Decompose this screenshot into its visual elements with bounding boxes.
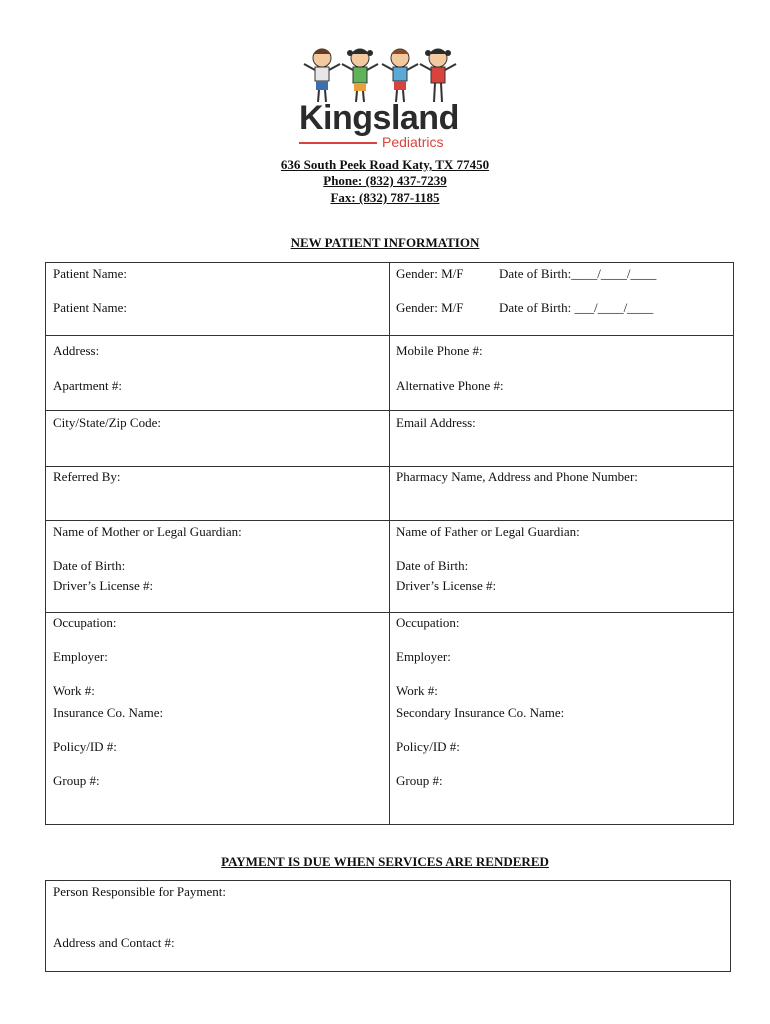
insurance-policy-field[interactable]: Policy/ID #: <box>53 739 117 754</box>
secondary-insurance-group-field[interactable]: Group #: <box>396 773 443 788</box>
logo-name: Kingsland <box>299 99 459 137</box>
mother-occupation-field[interactable]: Occupation: <box>53 615 117 630</box>
payment-address-contact-field[interactable]: Address and Contact #: <box>53 935 175 950</box>
logo-divider <box>299 142 377 144</box>
secondary-insurance-policy-field[interactable]: Policy/ID #: <box>396 739 460 754</box>
mother-license-field[interactable]: Driver’s License #: <box>53 578 154 593</box>
mother-dob-field[interactable]: Date of Birth: <box>53 558 126 573</box>
row-divider <box>45 335 734 336</box>
father-employer-field[interactable]: Employer: <box>396 649 451 664</box>
row-divider <box>45 466 734 467</box>
payment-responsible-field[interactable]: Person Responsible for Payment: <box>53 884 226 899</box>
patient-info-title: NEW PATIENT INFORMATION <box>290 235 480 250</box>
father-work-field[interactable]: Work #: <box>396 683 438 698</box>
address-field[interactable]: Address: <box>53 343 100 358</box>
column-divider <box>389 262 390 825</box>
mother-name-field[interactable]: Name of Mother or Legal Guardian: <box>53 524 242 539</box>
row-divider <box>45 612 734 613</box>
clinic-phone: Phone: (832) 437-7239 <box>323 173 447 188</box>
payment-title: PAYMENT IS DUE WHEN SERVICES ARE RENDERED <box>221 854 549 869</box>
referred-by-field[interactable]: Referred By: <box>53 469 121 484</box>
father-occupation-field[interactable]: Occupation: <box>396 615 460 630</box>
father-name-field[interactable]: Name of Father or Legal Guardian: <box>396 524 580 539</box>
email-field[interactable]: Email Address: <box>396 415 476 430</box>
city-state-zip-field[interactable]: City/State/Zip Code: <box>53 415 161 430</box>
insurance-group-field[interactable]: Group #: <box>53 773 100 788</box>
insurance-company-field[interactable]: Insurance Co. Name: <box>53 705 164 720</box>
clinic-address: 636 South Peek Road Katy, TX 77450 <box>280 157 490 172</box>
father-license-field[interactable]: Driver’s License #: <box>396 578 497 593</box>
patient2-gender-field[interactable]: Gender: M/F <box>396 300 464 315</box>
patient1-name-field[interactable]: Patient Name: <box>53 266 128 281</box>
mother-work-field[interactable]: Work #: <box>53 683 95 698</box>
patient1-dob-field[interactable]: Date of Birth:____/____/____ <box>499 266 657 281</box>
row-divider <box>45 520 734 521</box>
pharmacy-field[interactable]: Pharmacy Name, Address and Phone Number: <box>396 469 638 484</box>
patient2-dob-field[interactable]: Date of Birth: ___/____/____ <box>499 300 654 315</box>
clinic-fax: Fax: (832) 787-1185 <box>330 190 440 205</box>
secondary-insurance-company-field[interactable]: Secondary Insurance Co. Name: <box>396 705 565 720</box>
mother-employer-field[interactable]: Employer: <box>53 649 108 664</box>
father-dob-field[interactable]: Date of Birth: <box>396 558 469 573</box>
logo-subtitle: Pediatrics <box>382 134 444 150</box>
mobile-phone-field[interactable]: Mobile Phone #: <box>396 343 483 358</box>
row-divider <box>45 410 734 411</box>
patient2-name-field[interactable]: Patient Name: <box>53 300 128 315</box>
patient1-gender-field[interactable]: Gender: M/F <box>396 266 464 281</box>
apartment-field[interactable]: Apartment #: <box>53 378 122 393</box>
alt-phone-field[interactable]: Alternative Phone #: <box>396 378 504 393</box>
